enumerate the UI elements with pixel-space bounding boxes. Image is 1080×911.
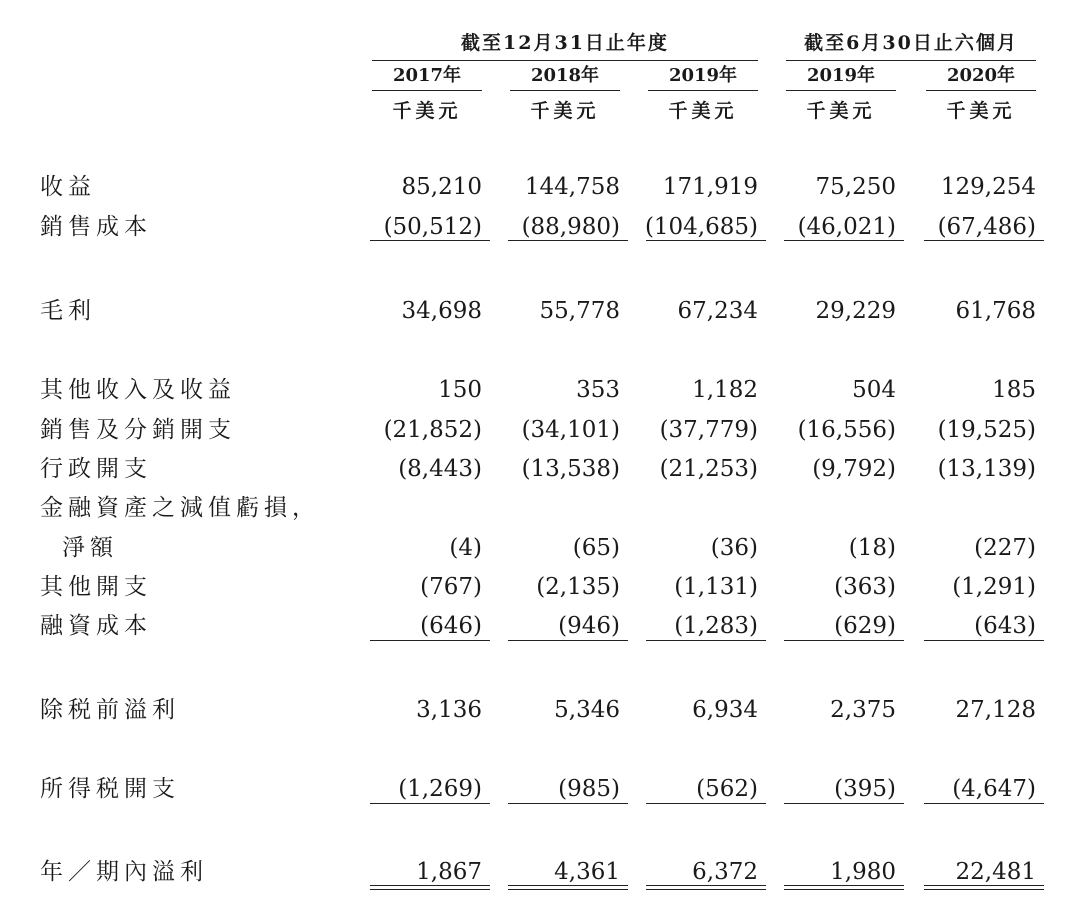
row-value: 504 (852, 377, 896, 403)
row-value: 6,934 (692, 697, 758, 723)
row-value: (13,139) (937, 456, 1036, 482)
row-value: (4,647) (952, 776, 1036, 802)
subtotal-underline (646, 803, 766, 804)
header-group-year-ended: 截至12月31日止年度 (372, 30, 758, 61)
row-value: 1,980 (830, 859, 896, 885)
row-value: (4) (449, 535, 482, 561)
row-label: 其他收入及收益 . . . (40, 373, 370, 407)
table-row-other-income (0, 373, 1080, 407)
row-value: 150 (438, 377, 482, 403)
subtotal-underline (646, 240, 766, 241)
total-double-underline (508, 885, 628, 890)
row-value: (104,685) (644, 214, 758, 240)
row-value: 1,182 (692, 377, 758, 403)
row-value: (8,443) (398, 456, 482, 482)
unit-header-1: 千美元 (530, 100, 600, 122)
row-value: (65) (572, 535, 620, 561)
row-value: 55,778 (539, 298, 620, 324)
row-label: 金融資產之減值虧損， (40, 491, 370, 525)
table-row-admin-expenses (0, 452, 1080, 486)
table-row-other-expenses (0, 570, 1080, 604)
row-value: (88,980) (521, 214, 620, 240)
subtotal-underline (508, 640, 628, 641)
row-value: 1,867 (416, 859, 482, 885)
row-label: 除税前溢利 . . . (40, 693, 370, 727)
row-value: (13,538) (521, 456, 620, 482)
row-value: 6,372 (692, 859, 758, 885)
row-value: (9,792) (812, 456, 896, 482)
row-value: 85,210 (401, 174, 482, 200)
row-label: 銷售及分銷開支 . . . (40, 413, 370, 447)
row-value: (36) (710, 535, 758, 561)
table-row-selling-expenses (0, 413, 1080, 447)
row-value: (643) (974, 613, 1036, 639)
row-label: 毛利 . . . (40, 294, 370, 328)
table-row-impairment-heading (0, 491, 1080, 525)
subtotal-underline (370, 640, 490, 641)
row-label: 其他開支 . . . (40, 570, 370, 604)
table-row-cost-of-sales (0, 210, 1080, 244)
row-label: 融資成本 . . . (40, 609, 370, 643)
table-row-income-tax (0, 772, 1080, 806)
row-label: 年／期內溢利 . . . (40, 855, 370, 889)
unit-header-3: 千美元 (806, 100, 876, 122)
row-value: 129,254 (940, 174, 1036, 200)
row-value: 27,128 (955, 697, 1036, 723)
total-double-underline (784, 885, 904, 890)
row-value: (37,779) (659, 417, 758, 443)
total-double-underline (646, 885, 766, 890)
year-header-4: 2020年 (926, 62, 1036, 91)
row-value: 5,346 (554, 697, 620, 723)
row-value: (562) (696, 776, 758, 802)
row-value: (46,021) (797, 214, 896, 240)
total-double-underline (370, 885, 490, 890)
row-value: 67,234 (677, 298, 758, 324)
table-row-impairment-net (0, 531, 1080, 565)
row-value: (646) (420, 613, 482, 639)
table-row-profit-before-tax (0, 693, 1080, 727)
row-value: (50,512) (383, 214, 482, 240)
year-header-3: 2019年 (786, 62, 896, 91)
subtotal-underline (508, 240, 628, 241)
row-value: (19,525) (937, 417, 1036, 443)
header-group-six-months: 截至6月30日止六個月 (786, 30, 1036, 61)
row-value: 29,229 (815, 298, 896, 324)
row-value: (629) (834, 613, 896, 639)
row-value: (1,131) (674, 574, 758, 600)
row-value: (395) (834, 776, 896, 802)
subtotal-underline (646, 640, 766, 641)
row-value: (1,269) (398, 776, 482, 802)
subtotal-underline (784, 640, 904, 641)
row-value: (985) (558, 776, 620, 802)
row-label: 所得税開支 . . . (40, 772, 370, 806)
unit-header-2: 千美元 (668, 100, 738, 122)
row-value: (16,556) (797, 417, 896, 443)
row-value: 171,919 (662, 174, 758, 200)
row-value: (21,852) (383, 417, 482, 443)
unit-header-0: 千美元 (392, 100, 462, 122)
row-value: (946) (558, 613, 620, 639)
row-label: 淨額 . . . (62, 531, 370, 565)
row-value: 22,481 (955, 859, 1036, 885)
row-value: 61,768 (955, 298, 1036, 324)
row-value: (34,101) (521, 417, 620, 443)
table-row-profit-for-period (0, 855, 1080, 889)
row-value: 34,698 (401, 298, 482, 324)
row-value: (2,135) (536, 574, 620, 600)
row-value: (1,283) (674, 613, 758, 639)
row-value: (227) (974, 535, 1036, 561)
row-value: 3,136 (416, 697, 482, 723)
subtotal-underline (784, 803, 904, 804)
row-label: 銷售成本 . . . (40, 210, 370, 244)
table-row-revenue (0, 170, 1080, 204)
subtotal-underline (924, 640, 1044, 641)
row-value: 4,361 (554, 859, 620, 885)
row-value: 185 (992, 377, 1036, 403)
row-label: 行政開支 . . . (40, 452, 370, 486)
subtotal-underline (924, 240, 1044, 241)
row-value: 2,375 (830, 697, 896, 723)
row-value: (1,291) (952, 574, 1036, 600)
table-row-gross-profit (0, 294, 1080, 328)
row-value: 353 (576, 377, 620, 403)
table-row-finance-costs (0, 609, 1080, 643)
total-double-underline (924, 885, 1044, 890)
year-header-1: 2018年 (510, 62, 620, 91)
unit-header-4: 千美元 (946, 100, 1016, 122)
subtotal-underline (370, 240, 490, 241)
subtotal-underline (924, 803, 1044, 804)
row-value: 75,250 (815, 174, 896, 200)
subtotal-underline (784, 240, 904, 241)
subtotal-underline (508, 803, 628, 804)
row-value: (21,253) (659, 456, 758, 482)
row-value: (767) (420, 574, 482, 600)
row-value: (18) (848, 535, 896, 561)
year-header-2: 2019年 (648, 62, 758, 91)
subtotal-underline (370, 803, 490, 804)
row-label: 收益 . . . (40, 170, 370, 204)
row-value: (67,486) (937, 214, 1036, 240)
row-value: (363) (834, 574, 896, 600)
year-header-0: 2017年 (372, 62, 482, 91)
row-value: 144,758 (524, 174, 620, 200)
